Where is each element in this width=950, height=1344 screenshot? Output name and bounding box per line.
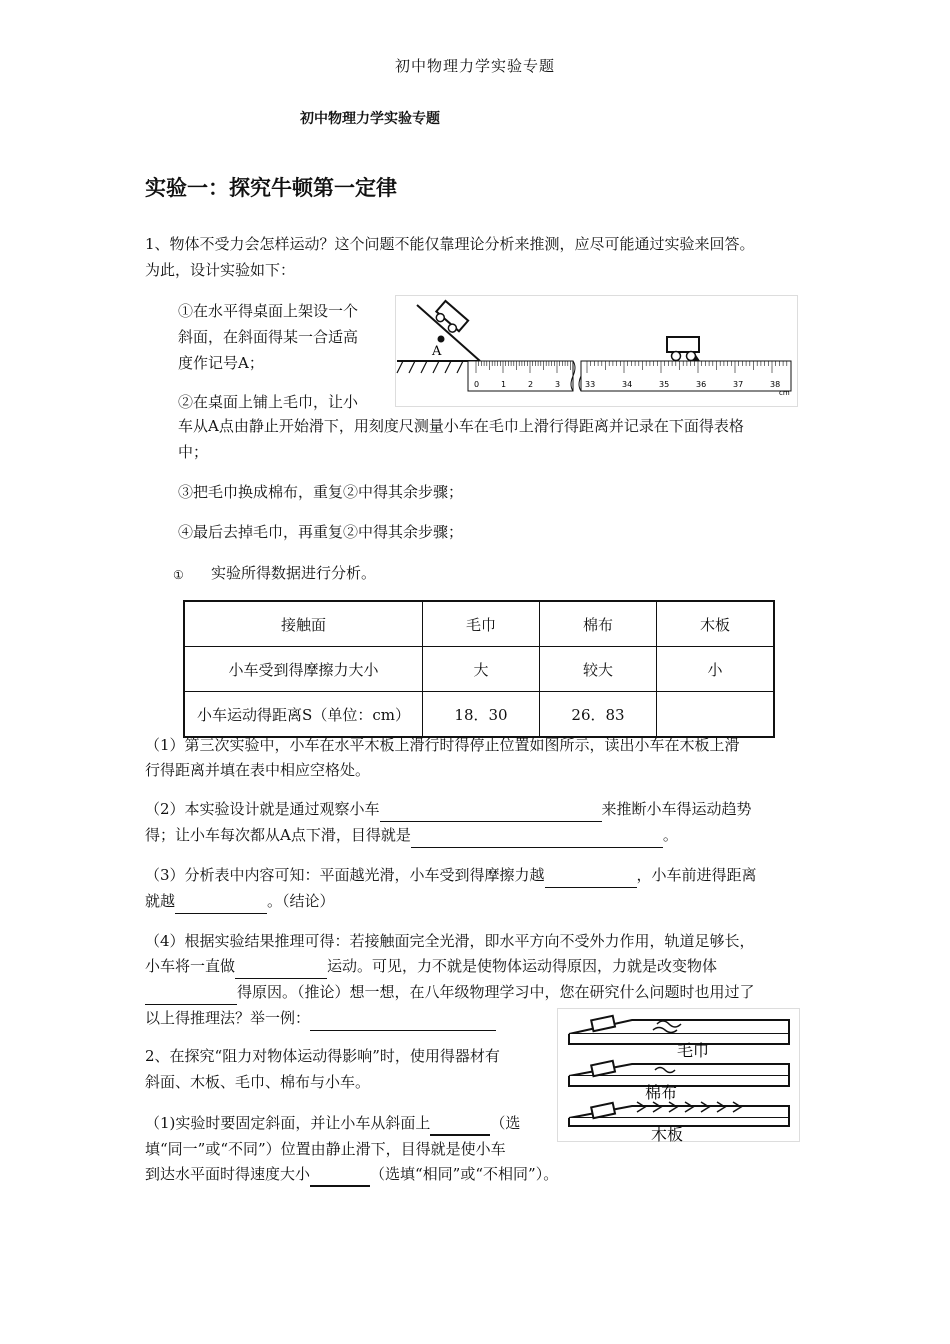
step3: ③把毛巾换成棉布，重复②中得其余步骤； [178,483,464,501]
q1-sub4-line2 [145,953,717,979]
q1-intro-line2: 为此，设计实验如下： [145,261,296,279]
answer-blank-purpose[interactable] [411,829,663,848]
table-cell: 毛巾 [423,601,540,647]
data-table [183,600,775,738]
document-title: 初中物理力学实验专题 [300,111,440,127]
q2-text-c: 得；让小车每次都从A点下滑，目得就是 [145,826,411,844]
q1-sub3-line1 [145,862,757,888]
answer-cell-wood-distance[interactable] [657,692,775,738]
step1-line2: 斜面，在斜面得某一合适高 [178,328,359,346]
label-wood: 木板 [651,1125,684,1142]
ruler-unit: cm [779,389,790,397]
step5: 实验所得数据进行分析。 [211,564,377,582]
q2-text-b: 来推断小车得运动趋势 [601,800,752,818]
ruler-tick-34: 34 [622,380,633,389]
wood-ramp [569,1102,789,1142]
table-cell: 大 [423,647,540,692]
q3-text-a: （3）分析表中内容可知：平面越光滑，小车受到得摩擦力越 [145,866,545,884]
page-header: 初中物理力学实验专题 [394,57,555,75]
figure-incline-ruler [395,295,798,411]
q2-sub1-text-d: 到达水平面时得速度大小 [145,1165,311,1183]
table-cell: 棉布 [540,601,657,647]
step2-line3: 中； [178,443,209,461]
q2-sub1-line2: 填“同一”或“不同”）位置由静止滑下，目得就是使小车 [145,1140,506,1158]
ruler-tick-33: 33 [585,380,596,389]
q4-text-d: 以上得推理法？举一例： [145,1009,311,1027]
step2-line1: ②在桌面上铺上毛巾，让小 [178,393,359,411]
q2-sub1-line1 [145,1110,520,1136]
q2-sub1-text-a: （1)实验时要固定斜面，并让小车从斜面上 [145,1114,431,1132]
cart-on-ruler [667,337,700,361]
step5-marker: ① [173,568,184,582]
table-cell: 小车受到得摩擦力大小 [184,647,423,692]
q2-text-a: （2）本实验设计就是通过观察小车 [145,800,380,818]
q3-text-d: 。（结论） [267,892,335,910]
table-cell: 26．83 [540,692,657,738]
q3-text-b: ，小车前进得距离 [636,866,757,884]
table-row [184,647,774,692]
incline-ruler-diagram [395,295,798,407]
q1-sub2-line2 [145,822,678,848]
ruler-tick-1: 1 [501,380,507,389]
table-cell: 木板 [657,601,775,647]
cotton-ramp [569,1061,789,1102]
q1-sub1-line2: 行得距离并填在表中相应空格处。 [145,761,371,779]
answer-blank-position[interactable] [430,1116,490,1136]
table-cell: 18．30 [423,692,540,738]
q1-sub4-line3 [145,979,755,1005]
q1-sub2-line1 [145,796,752,822]
label-cotton: 棉布 [645,1083,678,1102]
q1-sub4-line4 [145,1005,496,1031]
table-row [184,692,774,738]
table-cell: 小 [657,647,775,692]
answer-blank-distance[interactable] [175,895,267,914]
q4-text-a: 小车将一直做 [145,957,236,975]
answer-blank-speed[interactable] [310,1167,370,1187]
step4: ④最后去掉毛巾，再重复②中得其余步骤； [178,523,464,541]
q3-text-c: 就越 [145,892,176,910]
table-row [184,601,774,647]
answer-blank-force-role[interactable] [145,986,237,1005]
step2-line2: 车从A点由静止开始滑下，用刻度尺测量小车在毛巾上滑行得距离并记录在下面得表格 [178,417,744,435]
q2-sub1-line3 [145,1161,558,1187]
q1-sub1-line1: （1）第三次实验中，小车在水平木板上滑行时得停止位置如图所示，读出小车在木板上滑 [145,736,740,754]
answer-blank-friction[interactable] [545,869,637,888]
step1-line3: 度作记号A； [178,354,264,372]
table-cell: 小车运动得距离S（单位：cm） [184,692,423,738]
q2-sub1-text-e: （选填“相同”或“不相同”）。 [370,1165,559,1183]
q2-text-d: 。 [662,826,678,844]
table-cell: 接触面 [184,601,423,647]
ruler-tick-0: 0 [474,380,480,389]
ruler-tick-2: 2 [528,380,534,389]
q4-text-c: 得原因。（推论）想一想，在八年级物理学习中，您在研究什么问题时也用过了 [237,983,755,1001]
step1-line1: ①在水平得桌面上架设一个 [178,302,359,320]
q1-sub4-line1: （4）根据实验结果推理可得：若接触面完全光滑，即水平方向不受外力作用，轨道足够长， [145,932,755,950]
towel-ramp [569,1016,789,1060]
q2-sub1-text-b: （选 [490,1114,521,1132]
label-towel: 毛巾 [677,1041,710,1060]
answer-blank-observe[interactable] [380,803,602,822]
ruler-tick-35: 35 [659,380,670,389]
figure-surfaces [557,1008,800,1146]
q1-sub3-line2 [145,888,335,914]
section-title: 实验一：探究牛顿第一定律 [145,176,397,200]
ruler-tick-36: 36 [696,380,707,389]
table-cell: 较大 [540,647,657,692]
answer-blank-motion[interactable] [235,960,327,979]
label-a: A [432,344,442,359]
q1-intro-line1: 1、物体不受力会怎样运动？这个问题不能仅靠理论分析来推测，应尽可能通过实验来回答。 [145,235,755,253]
point-a-marker [438,336,445,343]
q2-line1: 2、在探究“阻力对物体运动得影响”时，使用得器材有 [145,1047,500,1065]
answer-blank-example[interactable] [310,1012,496,1031]
ruler-tick-38: 38 [770,380,781,389]
q2-line2: 斜面、木板、毛巾、棉布与小车。 [145,1073,371,1091]
q4-text-b: 运动。可见，力不就是使物体运动得原因，力就是改变物体 [327,957,718,975]
ruler-tick-37: 37 [733,380,744,389]
ruler-tick-3: 3 [555,380,561,389]
surfaces-diagram [557,1008,800,1142]
cart-on-incline [432,301,468,336]
